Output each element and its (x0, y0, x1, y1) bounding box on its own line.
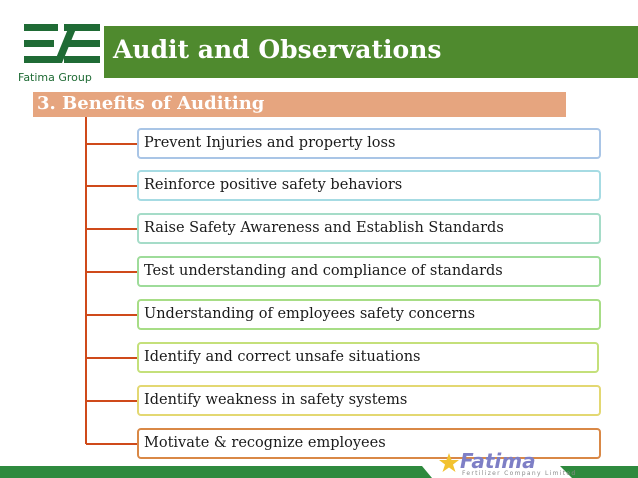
star-icon (438, 452, 460, 474)
benefit-label: Test understanding and compliance of standards (144, 263, 503, 279)
brand-name: Fatima (460, 449, 536, 473)
title-bar (104, 26, 638, 78)
logo-caption: Fatima Group (18, 71, 92, 84)
benefit-item (137, 213, 601, 244)
benefit-item (137, 299, 601, 330)
page-title: Audit and Observations (113, 35, 442, 64)
benefit-label: Identify and correct unsafe situations (144, 349, 421, 365)
benefit-item (137, 385, 601, 416)
fatima-group-logo-mark-icon (24, 24, 100, 64)
fatima-group-logo (18, 24, 104, 86)
benefit-label: Understanding of employees safety concerns (144, 306, 476, 322)
section-heading: 3. Benefits of Auditing (37, 93, 265, 114)
section-heading-bar (33, 92, 566, 117)
fatima-fertilizer-logo (438, 449, 577, 478)
benefit-label: Reinforce positive safety behaviors (144, 177, 403, 193)
benefit-item (137, 170, 601, 201)
benefit-label: Raise Safety Awareness and Establish Standards (144, 220, 504, 236)
benefit-label: Motivate & recognize employees (144, 435, 386, 451)
benefit-label: Prevent Injuries and property loss (144, 135, 396, 151)
benefit-item (137, 128, 601, 159)
brand-subtitle: Fertilizer Company Limited (462, 470, 577, 477)
benefit-item (137, 342, 599, 373)
benefit-label: Identify weakness in safety systems (144, 392, 408, 408)
benefit-item (137, 256, 601, 287)
